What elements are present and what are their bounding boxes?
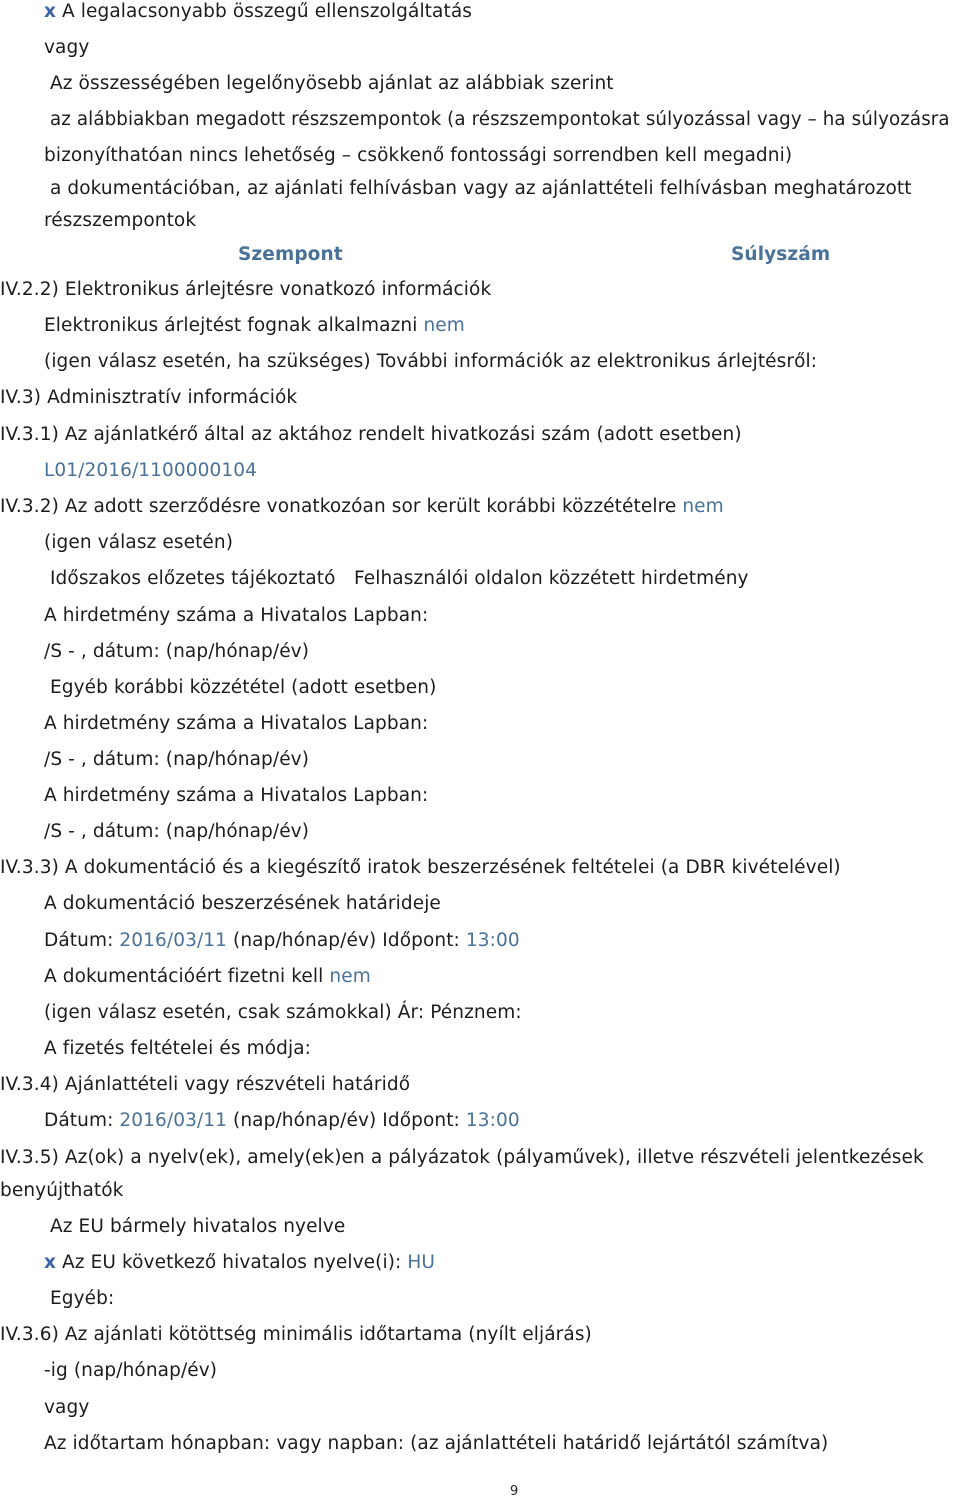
subcriteria-option-line2: bizonyíthatóan nincs lehetőség – csökkenő fontossági sorrendben kell megadni) — [44, 145, 793, 166]
weight-column-header: Súlyszám — [731, 244, 831, 265]
following-language-label: Az EU következő hivatalos nyelve(i): — [62, 1252, 402, 1273]
prior-info-notice-option: Időszakos előzetes tájékoztató — [50, 568, 336, 589]
notice-date-2: /S - , dátum: (nap/hónap/év) — [44, 749, 310, 770]
page-number: 9 — [510, 1484, 519, 1499]
payment-terms: A fizetés feltételei és módja: — [44, 1038, 311, 1059]
date-format-label: (nap/hónap/év) Időpont: — [233, 930, 460, 951]
notice-number-2: A hirdetmény száma a Hivatalos Lapban: — [44, 713, 429, 734]
section-iv-3-3-heading: IV.3.3) A dokumentáció és a kiegészítő iratok beszerzésének feltételei (a DBR kivételével) — [0, 857, 841, 878]
section-iv-3-1-heading: IV.3.1) Az ajánlatkérő által az aktához rendelt hivatkozási szám (adott esetben) — [0, 424, 742, 445]
section-iv-3-6-heading: IV.3.6) Az ajánlati kötöttség minimális időtartama (nyílt eljárás) — [0, 1324, 592, 1345]
criterion-column-header: Szempont — [238, 244, 343, 265]
following-language-value: HU — [407, 1252, 435, 1273]
checked-mark: x — [44, 1252, 57, 1273]
notice-date-3: /S - , dátum: (nap/hónap/év) — [44, 821, 310, 842]
section-iv-3-2-heading — [0, 495, 724, 519]
section-iv-3-heading: IV.3) Adminisztratív információk — [0, 387, 298, 408]
other-publication-option: Egyéb korábbi közzététel (adott esetben) — [50, 677, 437, 698]
checked-mark: x — [44, 1, 57, 22]
section-iv-2-2-heading: IV.2.2) Elektronikus árlejtésre vonatkozó információk — [0, 279, 492, 300]
other-language-option: Egyéb: — [50, 1288, 115, 1309]
prior-publication-value: nem — [682, 496, 724, 517]
binding-duration: Az időtartam hónapban: vagy napban: (az ajánlattételi határidő lejártától számítva) — [44, 1433, 829, 1454]
or-text: vagy — [44, 37, 90, 58]
section-iv-3-5-heading-line2: benyújthatók — [0, 1180, 124, 1201]
prior-publication-label: IV.3.2) Az adott szerződésre vonatkozóan sor került korábbi közzétételre — [0, 496, 677, 517]
lowest-price-option — [44, 0, 472, 24]
time-value: 13:00 — [465, 930, 520, 951]
section-iv-3-4-heading: IV.3.4) Ajánlattételi vagy részvételi határidő — [0, 1074, 411, 1095]
notice-date-1: /S - , dátum: (nap/hónap/év) — [44, 641, 310, 662]
following-language-option — [44, 1251, 435, 1275]
documents-deadline-date — [44, 929, 520, 953]
reference-number: L01/2016/1100000104 — [44, 460, 257, 481]
date-label: Dátum: — [44, 930, 114, 951]
notice-number-1: A hirdetmény száma a Hivatalos Lapban: — [44, 605, 429, 626]
best-value-option: Az összességében legelőnyösebb ajánlat az alábbiak szerint — [50, 73, 614, 94]
date-format-label: (nap/hónap/év) Időpont: — [233, 1110, 460, 1131]
documents-deadline-label: A dokumentáció beszerzésének határideje — [44, 893, 441, 914]
payment-label: A dokumentációért fizetni kell — [44, 966, 324, 987]
documents-payment — [44, 965, 371, 989]
subcriteria-option-line1: az alábbiakban megadott részszempontok (a részszempontokat súlyozással vagy – ha súlyozásra — [50, 109, 950, 130]
docs-criteria-option-line2: részszempontok — [44, 210, 197, 231]
tender-deadline-date — [44, 1109, 520, 1133]
eauction-used — [44, 314, 465, 338]
date-value: 2016/03/11 — [119, 930, 228, 951]
buyer-profile-notice-option: Felhasználói oldalon közzétett hirdetmény — [354, 568, 749, 589]
time-value: 13:00 — [465, 1110, 520, 1131]
payment-value: nem — [329, 966, 371, 987]
section-iv-3-5-heading-line1: IV.3.5) Az(ok) a nyelv(ek), amely(ek)en a pályázatok (pályaművek), illetve részvételi jelentkezések — [0, 1147, 924, 1168]
any-eu-language-option: Az EU bármely hivatalos nyelve — [50, 1216, 346, 1237]
documents-price: (igen válasz esetén, csak számokkal) Ár: Pénznem: — [44, 1002, 522, 1023]
if-yes-note: (igen válasz esetén) — [44, 532, 234, 553]
docs-criteria-option-line1: a dokumentációban, az ajánlati felhívásban vagy az ajánlattételi felhívásban meghatározott — [50, 178, 912, 199]
notice-number-3: A hirdetmény száma a Hivatalos Lapban: — [44, 785, 429, 806]
date-label: Dátum: — [44, 1110, 114, 1131]
lowest-price-label: A legalacsonyabb összegű ellenszolgáltatás — [62, 1, 473, 22]
eauction-used-value: nem — [423, 315, 465, 336]
eauction-used-label: Elektronikus árlejtést fognak alkalmazni — [44, 315, 418, 336]
eauction-more-info: (igen válasz esetén, ha szükséges) További információk az elektronikus árlejtésről: — [44, 351, 818, 372]
or-text: vagy — [44, 1397, 90, 1418]
binding-until: -ig (nap/hónap/év) — [44, 1360, 218, 1381]
date-value: 2016/03/11 — [119, 1110, 228, 1131]
